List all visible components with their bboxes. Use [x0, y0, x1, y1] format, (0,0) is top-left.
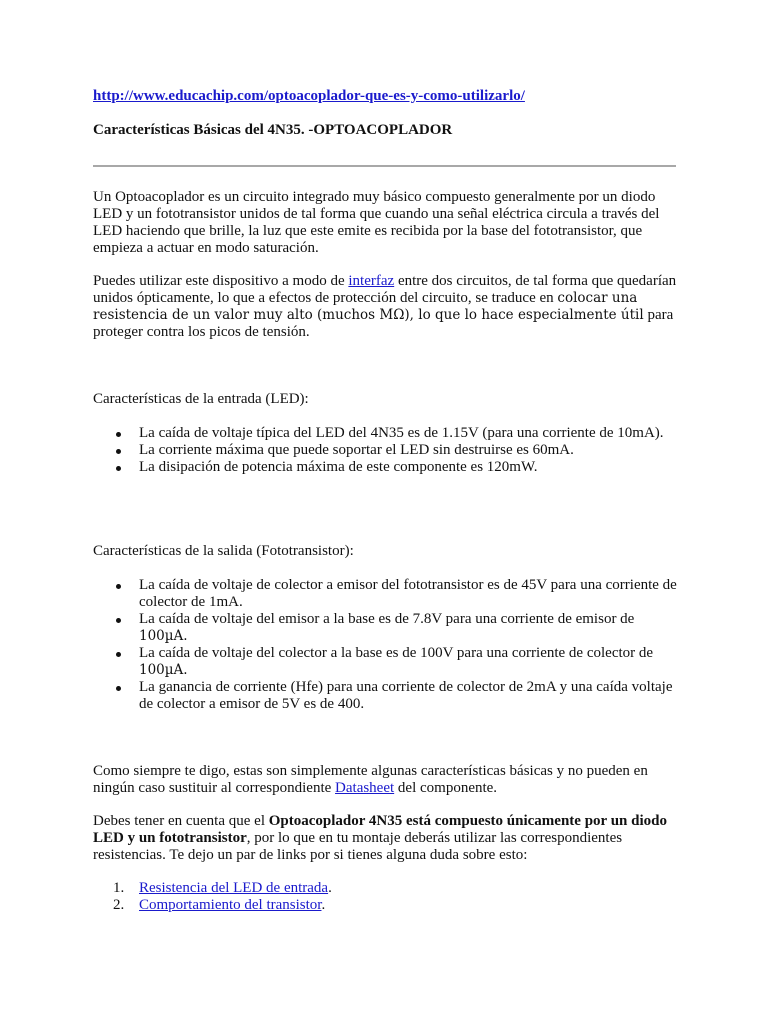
- list-item-unit: 100µA.: [139, 662, 188, 678]
- para4-before: Debes tener en cuenta que el: [93, 813, 269, 829]
- source-url-link[interactable]: http://www.educachip.com/optoacoplador-que-es-y-como-utilizarlo/: [93, 88, 525, 104]
- para3-after: del componente.: [394, 780, 498, 796]
- list-item: La caída de voltaje típica del LED del 4N35 es de 1.15V (para una corriente de 10mA).: [93, 425, 680, 442]
- datasheet-link[interactable]: Datasheet: [335, 780, 395, 796]
- source-url-paragraph: [93, 88, 680, 105]
- datasheet-paragraph: [93, 763, 680, 797]
- list-item: [93, 679, 680, 713]
- horizontal-rule: [93, 165, 676, 167]
- para2-before: Puedes utilizar este dispositivo a modo de: [93, 273, 349, 289]
- para2-mixed-font: colocar una resistencia de un valor muy alto (muchos MΩ), lo que lo hace especialmente útil: [93, 290, 644, 323]
- para3-before: Como siempre te digo, estas son simplemente algunas características básicas y no pueden en ningún caso sustituir al correspondiente: [93, 763, 648, 796]
- interface-paragraph: [93, 273, 680, 341]
- list-item-text: La ganancia de corriente (Hfe) para una corriente de colector de 2mA y una caída voltaje de colector a emisor de 5V es de 400.: [139, 679, 673, 712]
- list-number: 2.: [113, 897, 125, 913]
- list-item-text: La caída de voltaje del emisor a la base es de 7.8V para una corriente de emisor de: [139, 611, 635, 627]
- reference-links-list: [93, 880, 680, 914]
- resistencia-led-link[interactable]: Resistencia del LED de entrada: [139, 880, 329, 896]
- list-number: 1.: [113, 880, 125, 896]
- list-item-unit: 100µA.: [139, 628, 188, 644]
- list-item-text: La caída de voltaje de colector a emisor del fototransistor es de 45V para una corriente de colector de 1mA.: [139, 577, 677, 610]
- list-item: La disipación de potencia máxima de este componente es 120mW.: [93, 459, 680, 476]
- para4-bold: Optoacoplador 4N35 está compuesto únicamente por un diodo LED y un fototransistor: [93, 813, 667, 846]
- document-heading: Características Básicas del 4N35. -OPTOACOPLADOR: [93, 122, 453, 138]
- list-item-after: .: [321, 897, 326, 913]
- para2-after: para proteger contra los picos de tensión.: [93, 307, 674, 340]
- input-characteristics-list: [93, 425, 680, 476]
- output-characteristics-list: [93, 577, 680, 713]
- interfaz-link[interactable]: interfaz: [348, 273, 395, 289]
- para2-middle: entre dos circuitos, de tal forma que quedarían unidos ópticamente, lo que a efectos de protección del circuito, se traduce en: [93, 273, 677, 306]
- intro-paragraph: Un Optoacoplador es un circuito integrado muy básico compuesto generalmente por un diodo LED y un fototransistor unidos de tal forma que cuando una señal eléctrica circula a través del LED haciendo que brille, la luz que este emite es recibida por la base del fototransistor, que empieza a actuar en modo saturación.: [93, 189, 660, 256]
- list-item: [93, 645, 680, 679]
- para4-after: , por lo que en tu montaje deberás utilizar las correspondientes resistencias. Te dejo un par de links por si tienes alguna duda sobre esto:: [93, 830, 623, 863]
- list-item-after: .: [328, 880, 332, 896]
- list-item-text: La caída de voltaje del colector a la base es de 100V para una corriente de colector de: [139, 645, 654, 661]
- comportamiento-transistor-link[interactable]: Comportamiento del transistor: [139, 897, 322, 913]
- montaje-paragraph: [93, 813, 680, 864]
- list-item: [93, 897, 680, 914]
- list-item: [93, 577, 680, 611]
- list-item: [93, 880, 680, 897]
- list-item: [93, 611, 680, 645]
- input-section-title: Características de la entrada (LED):: [93, 391, 309, 407]
- output-section-title: Características de la salida (Fototransistor):: [93, 543, 354, 559]
- list-item: La corriente máxima que puede soportar el LED sin destruirse es 60mA.: [93, 442, 680, 459]
